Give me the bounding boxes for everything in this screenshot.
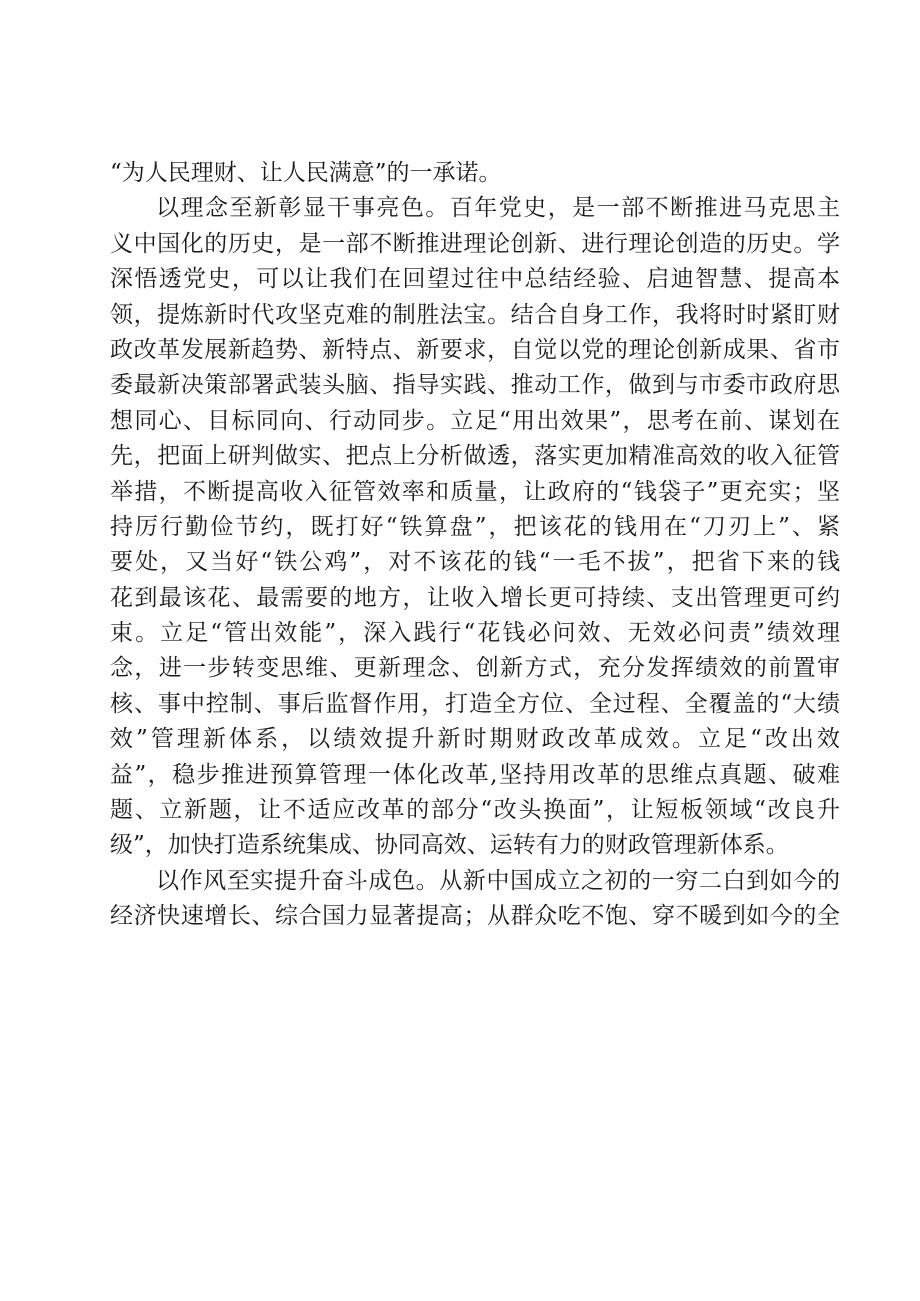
text-line: 花到最该花、最需要的地方，让收入增长更可持续、支出管理更可约 [110,584,840,611]
text-line: 持厉行勤俭节约，既打好“铁算盘”，把该花的钱用在“刀刃上”、紧 [110,513,840,540]
text-line: 核、事中控制、事后监督作用，打造全方位、全过程、全覆盖的“大绩 [110,690,840,717]
text-line: 义中国化的历史，是一部不断推进理论创新、进行理论创造的历史。学 [110,230,840,257]
text-line: 益”，稳步推进预算管理一体化改革,坚持用改革的思维点真题、破难 [110,761,840,788]
text-line: 深悟透党史，可以让我们在回望过往中总结经验、启迪智慧、提高本 [110,266,840,293]
text-line: 念，进一步转变思维、更新理念、创新方式，充分发挥绩效的前置审 [110,655,840,682]
paragraph-first-line: 以理念至新彰显干事亮色。百年党史，是一部不断推进马克思主 [156,195,840,222]
text-line: 想同心、目标同向、行动同步。立足“用出效果”，思考在前、谋划在 [110,407,840,434]
text-line: “为人民理财、让人民满意”的一承诺。 [110,160,502,186]
paragraph-first-line: 以作风至实提升奋斗成色。从新中国成立之初的一穷二白到如今的 [156,867,840,894]
text-line: 经济快速增长、综合国力显著提高；从群众吃不饱、穿不暖到如今的全 [110,903,840,930]
text-line: 题、立新题，让不适应改革的部分“改头换面”，让短板领域“改良升 [110,797,840,824]
text-line: 束。立足“管出效能”，深入践行“花钱必问效、无效必问责”绩效理 [110,620,840,647]
document-body [110,156,840,935]
text-line: 要处，又当好“铁公鸡”，对不该花的钱“一毛不拔”，把省下来的钱 [110,549,840,576]
text-line: 效”管理新体系，以绩效提升新时期财政改革成效。立足“改出效 [110,726,840,753]
text-line: 委最新决策部署武装头脑、指导实践、推动工作，做到与市委市政府思 [110,372,840,399]
text-line: 政改革发展新趋势、新特点、新要求，自觉以党的理论创新成果、省市 [110,336,840,363]
text-line: 领，提炼新时代攻坚克难的制胜法宝。结合自身工作，我将时时紧盯财 [110,301,840,328]
text-line: 先，把面上研判做实、把点上分析做透，落实更加精准高效的收入征管 [110,443,840,470]
text-line: 级”，加快打造系统集成、协同高效、运转有力的财政管理新体系。 [110,832,789,859]
text-line: 举措，不断提高收入征管效率和质量，让政府的“钱袋子”更充实；坚 [110,478,840,505]
